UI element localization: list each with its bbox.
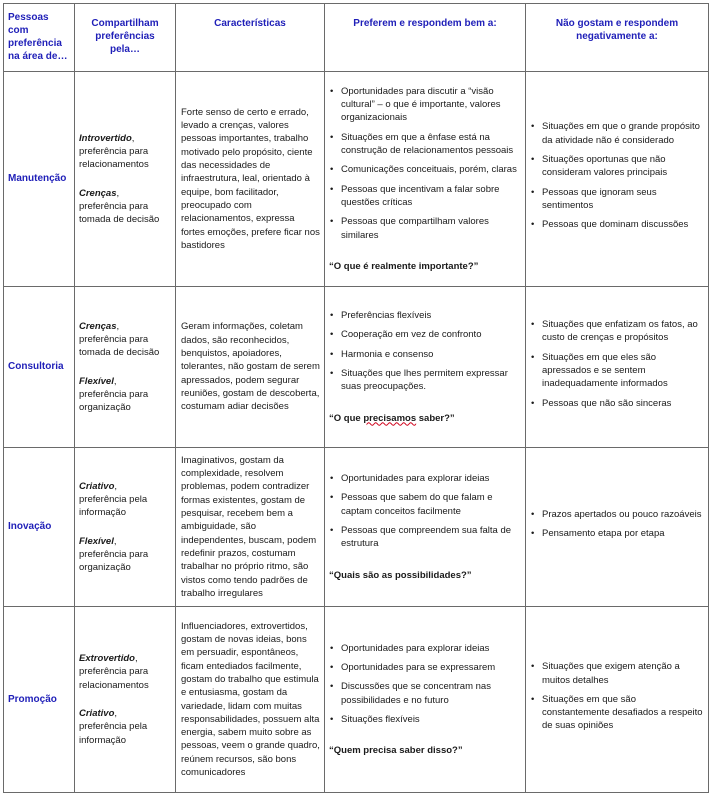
preference-item (79, 480, 171, 520)
preference-separator: , (114, 480, 118, 492)
list-item: • Situações em que o grande propósito da atividade não é considerado (530, 120, 704, 147)
characteristics-cell: Influenciadores, extrovertidos, gostam de novas ideias, bons em persuadir, espontâneos, ficam entediados facilmente, gostam do trabalho que estimula e entusiasma, gostam da variedade, lidam com muitas responsabilidades, possuem alta energia, sabem muito sobre as pessoas, veem o grande quadro, reúnem recursos, são bons comunicadores (176, 607, 325, 793)
preference-separator: , (114, 708, 118, 719)
preference-text: preferência pela informação (79, 493, 148, 519)
likes-list (329, 309, 521, 393)
list-item: • Prazos apertados ou pouco razoáveis (530, 508, 704, 521)
likes-list (329, 642, 521, 726)
key-question: “O que é realmente importante?” (329, 260, 479, 272)
dislikes-cell (526, 607, 709, 793)
area-label: Promoção (4, 607, 75, 793)
area-label: Inovação (4, 448, 75, 607)
preference-keyword: Flexível (79, 375, 114, 387)
preference-item (79, 652, 171, 692)
preferences-table (3, 3, 709, 793)
preference-text: preferência para organização (79, 388, 149, 414)
preference-item (79, 535, 171, 575)
characteristics-cell: Imaginativos, gostam da complexidade, resolvem problemas, podem contradizer formas existentes, gostam de pesquisar, recebem bem a ambiguidade, são independentes, buscam, podem redefinir prazos, costumam trabalhar no próprio ritmo, são vistos como tendo padrões de trabalho irregulares (176, 448, 325, 607)
likes-cell (325, 607, 526, 793)
shared-preferences-cell (75, 287, 176, 448)
preference-keyword: Flexível (79, 535, 114, 547)
header-area: Pessoas com preferência na área de… (4, 4, 75, 72)
list-item: • Situações que exigem atenção a muitos detalhes (530, 660, 704, 687)
table-row-manutencao (4, 72, 709, 287)
list-item: • Pessoas que sabem do que falam e captam conceitos facilmente (329, 491, 521, 518)
key-question: “Quais são as possibilidades?” (329, 569, 472, 581)
list-item: • Pessoas que incentivam a falar sobre questões críticas (329, 183, 521, 210)
preference-keyword: Criativo (79, 480, 115, 492)
area-label: Consultoria (4, 287, 75, 448)
question-part: precisamos (363, 412, 417, 424)
characteristics-cell: Geram informações, coletam dados, são reconhecidos, benquistos, apoiadores, tolerantes, não gostam de serem apressados, podem segurar reuniões, gostam de descoberta, costumam adiar decisões (176, 287, 325, 448)
list-item: • Situações que enfatizam os fatos, ao custo de crenças e propósitos (530, 318, 704, 345)
header-characteristics: Características (176, 4, 325, 72)
header-shared-preferences: Compartilham preferências pela… (75, 4, 176, 72)
list-item: • Situações oportunas que não consideram valores principais (530, 153, 704, 180)
preference-keyword: Introvertido (79, 132, 132, 144)
preference-item (79, 187, 171, 227)
dislikes-cell (526, 448, 709, 607)
preference-separator: , (113, 375, 117, 387)
header-row (4, 4, 709, 72)
list-item: • Oportunidades para explorar ideias (329, 642, 521, 655)
list-item: • Pessoas que compartilham valores similares (329, 215, 521, 242)
area-label: Manutenção (4, 72, 75, 287)
likes-list (329, 472, 521, 550)
list-item: • Pessoas que ignoram seus sentimentos (530, 186, 704, 213)
list-item: • Cooperação em vez de confronto (329, 328, 521, 341)
list-item: • Preferências flexíveis (329, 309, 521, 322)
likes-cell (325, 448, 526, 607)
preference-separator: , (131, 132, 135, 144)
dislikes-list (530, 120, 704, 231)
preference-keyword: Crenças (79, 320, 117, 332)
list-item: • Pessoas que dominam discussões (530, 218, 704, 231)
preference-separator: , (116, 187, 120, 199)
dislikes-list (530, 508, 704, 541)
list-item: • Pessoas que compreendem sua falta de estrutura (329, 524, 521, 551)
list-item: • Harmonia e consenso (329, 348, 521, 361)
header-likes: Preferem e respondem bem a: (325, 4, 526, 72)
list-item: • Pessoas que não são sinceras (530, 397, 704, 410)
dislikes-list (530, 318, 704, 410)
list-item: • Oportunidades para explorar ideias (329, 472, 521, 485)
list-item: • Situações em que são constantemente desafiados a respeito de suas opiniões (530, 693, 704, 733)
preference-item (79, 320, 171, 360)
preference-text: preferência para tomada de decisão (79, 200, 160, 226)
preference-text: preferência para relacionamentos (79, 145, 149, 171)
likes-cell (325, 287, 526, 448)
list-item: • Comunicações conceituais, porém, claras (329, 163, 521, 176)
dislikes-cell (526, 287, 709, 448)
table-row-inovacao (4, 448, 709, 607)
preference-keyword: Crenças (79, 187, 117, 199)
shared-preferences-cell (75, 607, 176, 793)
preference-text: preferência pela informação (79, 721, 148, 746)
preference-item (79, 132, 171, 172)
header-dislikes: Não gostam e respondem negativamente a: (526, 4, 709, 72)
list-item: • Situações flexíveis (329, 713, 521, 726)
preference-text: preferência para relacionamentos (79, 666, 149, 691)
preference-item (79, 375, 171, 415)
table-row-consultoria (4, 287, 709, 448)
list-item: • Pensamento etapa por etapa (530, 527, 704, 540)
preference-separator: , (134, 653, 138, 665)
shared-preferences-cell (75, 448, 176, 607)
preference-keyword: Criativo (79, 708, 115, 719)
characteristics-cell: Forte senso de certo e errado, levado a crenças, valores pessoas importantes, trabalho motivado pelo propósito, ciente das necessidades de infraestrutura, leal, orientado à equipe, bom facilitador, preocupado com relacionamentos, expressa fortes emoções, prefere ficar nos bastidores (176, 72, 325, 287)
dislikes-cell (526, 72, 709, 287)
likes-list (329, 85, 521, 242)
preference-text: preferência para organização (79, 548, 149, 574)
preference-separator: , (116, 320, 120, 332)
question-part: “O que (329, 412, 364, 424)
question-part: saber?” (416, 412, 455, 424)
list-item: • Situações em que a ênfase está na construção de relacionamentos pessoais (329, 131, 521, 158)
preference-text: preferência para tomada de decisão (79, 333, 160, 359)
key-question: “Quem precisa saber disso?” (329, 745, 463, 757)
list-item: • Situações que lhes permitem expressar suas preocupações. (329, 367, 521, 394)
dislikes-list (530, 660, 704, 732)
list-item: • Discussões que se concentram nas possibilidades e no futuro (329, 680, 521, 707)
preference-keyword: Extrovertido (79, 653, 135, 665)
preference-item (79, 707, 171, 747)
list-item: • Situações em que eles são apressados e se sentem inadequadamente informados (530, 351, 704, 391)
table-row-promocao (4, 607, 709, 793)
key-question (329, 412, 521, 425)
shared-preferences-cell (75, 72, 176, 287)
likes-cell (325, 72, 526, 287)
list-item: • Oportunidades para discutir a “visão cultural” – o que é importante, valores organizacionais (329, 85, 521, 125)
list-item: • Oportunidades para se expressarem (329, 661, 521, 674)
preference-separator: , (113, 535, 117, 547)
